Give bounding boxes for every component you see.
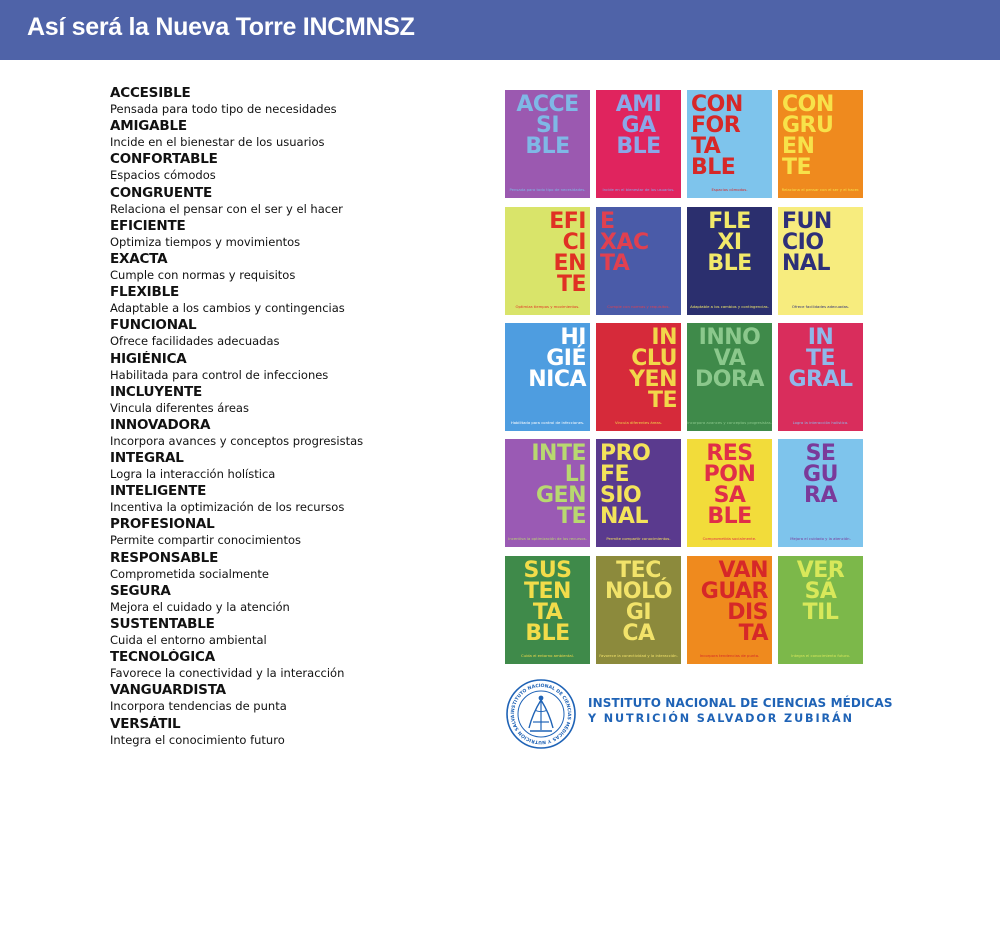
poster-tile bbox=[778, 323, 863, 431]
poster-word-line: VAN bbox=[718, 558, 768, 583]
poster-word-line: GA bbox=[621, 113, 656, 138]
list-item bbox=[110, 483, 470, 516]
list-item bbox=[110, 616, 470, 649]
poster-word-line: BLE bbox=[616, 134, 661, 159]
poster-word-line: GIÉ bbox=[546, 346, 586, 371]
poster-word-line: NOLÓ bbox=[604, 579, 673, 604]
value-description: Incide en el bienestar de los usuarios bbox=[110, 135, 325, 150]
poster-tile bbox=[596, 207, 681, 315]
poster-word-line: TEN bbox=[524, 579, 571, 604]
value-description: Cumple con normas y requisitos bbox=[110, 267, 296, 282]
poster-word bbox=[782, 560, 859, 623]
poster-word-line: TA bbox=[600, 251, 630, 276]
poster-word bbox=[509, 327, 586, 390]
poster-word-line: CIO bbox=[782, 230, 824, 255]
poster-word-line: EFI bbox=[549, 209, 586, 234]
poster-word-line: SI bbox=[535, 113, 560, 138]
poster-word-line: BLE bbox=[525, 621, 570, 646]
poster-word-line: TE bbox=[647, 388, 677, 413]
poster-word-line: TA bbox=[532, 600, 563, 625]
poster-tile bbox=[596, 439, 681, 547]
poster-word-line: EN bbox=[782, 134, 815, 159]
value-title: INTELIGENTE bbox=[110, 483, 207, 500]
poster-word-line: XAC bbox=[600, 230, 649, 255]
poster-word-line: CLU bbox=[631, 346, 677, 371]
poster-caption: Integra el conocimiento futuro. bbox=[791, 653, 850, 658]
poster-word-line: DORA bbox=[695, 367, 764, 392]
poster-caption: Adaptable a los cambios y contingencias. bbox=[690, 304, 769, 309]
poster-caption: Mejora el cuidado y la atención. bbox=[790, 536, 851, 541]
value-title: PROFESIONAL bbox=[110, 516, 215, 533]
value-description: Logra la interacción holística bbox=[110, 467, 276, 482]
poster-word bbox=[600, 211, 677, 274]
poster-tile bbox=[505, 556, 590, 664]
poster-word-line: ACCE bbox=[516, 92, 579, 117]
poster-word bbox=[509, 560, 586, 644]
institute-seal-icon bbox=[505, 678, 577, 750]
poster-word-line: AMI bbox=[615, 92, 662, 117]
poster-word-line: GU bbox=[803, 462, 838, 487]
poster-word-line: GRU bbox=[782, 113, 834, 138]
poster-tile bbox=[778, 556, 863, 664]
poster-word bbox=[509, 211, 586, 295]
poster-word-line: TE bbox=[805, 346, 836, 371]
poster-grid bbox=[505, 90, 863, 666]
value-title: EFICIENTE bbox=[110, 217, 186, 234]
poster-word-line: SE bbox=[805, 441, 836, 466]
value-description: Integra el conocimiento futuro bbox=[110, 732, 285, 747]
poster-word-line: PRO bbox=[600, 441, 651, 466]
poster-caption: Vincula diferentes áreas. bbox=[614, 420, 663, 425]
poster-word-line: VA bbox=[713, 346, 746, 371]
poster-word-line: CON bbox=[691, 92, 743, 117]
poster-word-line: TE bbox=[782, 155, 812, 180]
poster-word-line: GRAL bbox=[788, 367, 853, 392]
page-title: Así será la Nueva Torre INCMNSZ bbox=[27, 13, 415, 41]
poster-word-line: FOR bbox=[691, 113, 741, 138]
poster-word-line: BLE bbox=[707, 504, 752, 529]
poster-caption: Incorpora avances y conceptos progresistas. bbox=[687, 420, 772, 425]
poster-word-line: VER bbox=[796, 558, 845, 583]
value-title: INTEGRAL bbox=[110, 450, 184, 467]
poster-tile bbox=[505, 207, 590, 315]
value-title: RESPONSABLE bbox=[110, 549, 219, 566]
value-description: Espacios cómodos bbox=[110, 168, 216, 183]
poster-tile bbox=[687, 323, 772, 431]
poster-caption: Comprometida socialmente. bbox=[702, 536, 757, 541]
poster-word-line: BLE bbox=[691, 155, 736, 180]
poster-word-line: CA bbox=[622, 621, 655, 646]
poster-word bbox=[509, 443, 586, 527]
institute-logo bbox=[505, 678, 893, 754]
poster-tile bbox=[505, 323, 590, 431]
list-item bbox=[110, 583, 470, 616]
poster-caption: Cuida el entorno ambiental. bbox=[521, 653, 574, 658]
institute-name-line-2: Y NUTRICIÓN SALVADOR ZUBIRÁN bbox=[588, 712, 854, 725]
list-item bbox=[110, 450, 470, 483]
poster-tile bbox=[778, 439, 863, 547]
poster-word-line: TA bbox=[691, 134, 721, 159]
list-item bbox=[110, 284, 470, 317]
poster-word-line: RES bbox=[706, 441, 753, 466]
poster-caption: Ofrece facilidades adecuadas. bbox=[791, 304, 850, 309]
value-title: SEGURA bbox=[110, 582, 171, 599]
value-title: CONGRUENTE bbox=[110, 184, 213, 201]
institute-name-line-1: INSTITUTO NACIONAL DE CIENCIAS MÉDICAS bbox=[588, 696, 893, 710]
poster-caption: Permite compartir conocimientos. bbox=[606, 536, 671, 541]
poster-word-line: NAL bbox=[782, 251, 830, 276]
list-item bbox=[110, 417, 470, 450]
poster-word-line: SÁ bbox=[804, 579, 837, 604]
poster-caption: Pensada para todo tipo de necesidades. bbox=[509, 187, 586, 192]
poster-word-line: TE bbox=[556, 504, 586, 529]
poster-word-line: IN bbox=[651, 325, 677, 350]
list-item bbox=[110, 516, 470, 549]
poster-word bbox=[691, 560, 768, 644]
value-description: Ofrece facilidades adecuadas bbox=[110, 334, 280, 349]
poster-tile bbox=[778, 90, 863, 198]
poster-caption: Favorece la conectividad y la interacción. bbox=[599, 653, 678, 658]
poster-word-line: FLE bbox=[708, 209, 751, 234]
seal-text: INSTITUTO NACIONAL DE CIENCIAS MÉDICAS Y NUTRICIÓN SALVA bbox=[510, 683, 572, 745]
poster-word-line: GUAR bbox=[700, 579, 768, 604]
value-title: VANGUARDISTA bbox=[110, 682, 226, 699]
poster-word-line: SUS bbox=[523, 558, 572, 583]
poster-word bbox=[600, 327, 677, 411]
value-title: ACCESIBLE bbox=[110, 85, 191, 101]
list-item bbox=[110, 317, 470, 350]
poster-caption: Relaciona el pensar con el ser y el hacer. bbox=[781, 187, 860, 192]
poster-tile bbox=[687, 207, 772, 315]
poster-caption: Incorpora tendencias de punta. bbox=[699, 653, 760, 658]
poster-caption: Habilitada para control de infecciones. bbox=[510, 420, 585, 425]
list-item bbox=[110, 151, 470, 184]
poster-word bbox=[782, 443, 859, 506]
value-title: FUNCIONAL bbox=[110, 317, 197, 334]
value-title: INNOVADORA bbox=[110, 416, 211, 433]
values-list bbox=[110, 85, 470, 749]
poster-caption: Cumple con normas y requisitos. bbox=[607, 304, 670, 309]
poster-word bbox=[600, 94, 677, 157]
poster-caption: Espacios cómodos. bbox=[711, 187, 748, 192]
poster-word bbox=[600, 560, 677, 644]
page-header bbox=[0, 0, 1000, 60]
value-description: Optimiza tiempos y movimientos bbox=[110, 234, 301, 249]
value-description: Mejora el cuidado y la atención bbox=[110, 599, 290, 614]
value-title: CONFORTABLE bbox=[110, 151, 218, 168]
poster-tile bbox=[687, 556, 772, 664]
poster-word-line: CI bbox=[562, 230, 586, 255]
poster-word-line: XI bbox=[717, 230, 742, 255]
poster-word-line: SIO bbox=[600, 483, 642, 508]
value-title: SUSTENTABLE bbox=[110, 616, 215, 632]
poster-word bbox=[509, 94, 586, 157]
value-description: Relaciona el pensar con el ser y el hacer bbox=[110, 201, 343, 216]
poster-word bbox=[782, 327, 859, 390]
poster-word bbox=[691, 327, 768, 390]
list-item bbox=[110, 118, 470, 151]
list-item bbox=[110, 218, 470, 251]
value-description: Cuida el entorno ambiental bbox=[110, 633, 267, 647]
poster-word-line: BLE bbox=[525, 134, 570, 159]
poster-word-line: TIL bbox=[802, 600, 839, 625]
poster-tile bbox=[505, 439, 590, 547]
value-title: EXACTA bbox=[110, 250, 168, 267]
poster-tile bbox=[596, 90, 681, 198]
value-description: Adaptable a los cambios y contingencias bbox=[110, 301, 345, 316]
poster-tile bbox=[596, 323, 681, 431]
poster-word-line: INNO bbox=[698, 325, 761, 350]
poster-word-line: HI bbox=[560, 325, 586, 350]
poster-word-line: RA bbox=[804, 483, 837, 508]
poster-caption: Incide en el bienestar de los usuarios. bbox=[602, 187, 675, 192]
poster-word-line: LI bbox=[564, 462, 586, 487]
poster-caption: Incentiva la optimización de los recursos. bbox=[508, 536, 587, 541]
list-item bbox=[110, 550, 470, 583]
poster-word bbox=[691, 443, 768, 527]
poster-word-line: BLE bbox=[707, 251, 752, 276]
list-item bbox=[110, 251, 470, 284]
list-item bbox=[110, 682, 470, 715]
value-title: TECNOLÓGICA bbox=[110, 649, 215, 666]
value-description: Favorece la conectividad y la interacción bbox=[110, 666, 345, 681]
poster-caption: Optimiza tiempos y movimientos. bbox=[515, 304, 580, 309]
list-item bbox=[110, 351, 470, 384]
poster-word bbox=[691, 94, 768, 178]
value-description: Incentiva la optimización de los recursos bbox=[110, 500, 345, 515]
poster-word-line: FUN bbox=[782, 209, 832, 234]
poster-tile bbox=[778, 207, 863, 315]
value-description: Incorpora tendencias de punta bbox=[110, 699, 287, 714]
value-title: FLEXIBLE bbox=[110, 284, 179, 301]
list-item bbox=[110, 185, 470, 218]
poster-word-line: TEC bbox=[616, 558, 661, 583]
list-item bbox=[110, 85, 470, 118]
poster-word-line: FE bbox=[600, 462, 630, 487]
poster-word-line: DIS bbox=[727, 600, 768, 625]
poster-word bbox=[691, 211, 768, 274]
poster-word bbox=[782, 211, 859, 274]
value-title: INCLUYENTE bbox=[110, 383, 203, 400]
poster-word-line: GI bbox=[625, 600, 652, 625]
poster-word-line: CON bbox=[782, 92, 834, 117]
institute-name bbox=[588, 695, 893, 727]
poster-word-line: GEN bbox=[536, 483, 586, 508]
value-description: Habilitada para control de infecciones bbox=[110, 367, 329, 382]
poster-tile bbox=[505, 90, 590, 198]
poster-word-line: NICA bbox=[528, 367, 586, 392]
value-description: Comprometida socialmente bbox=[110, 566, 270, 581]
value-description: Incorpora avances y conceptos progresistas bbox=[110, 433, 364, 448]
value-title: AMIGABLE bbox=[110, 118, 187, 135]
value-title: HIGIÉNICA bbox=[110, 350, 187, 367]
poster-word-line: SA bbox=[713, 483, 746, 508]
poster-caption: Logra la interacción holística. bbox=[792, 420, 849, 425]
value-description: Permite compartir conocimientos bbox=[110, 533, 301, 548]
value-title: VERSÁTIL bbox=[110, 715, 181, 732]
list-item bbox=[110, 384, 470, 417]
list-item bbox=[110, 649, 470, 682]
poster-word bbox=[600, 443, 677, 527]
poster-word-line: PON bbox=[703, 462, 756, 487]
poster-tile bbox=[687, 439, 772, 547]
poster-word-line: TE bbox=[556, 272, 586, 297]
poster-tile bbox=[687, 90, 772, 198]
list-item bbox=[110, 716, 470, 749]
poster-word-line: INTE bbox=[531, 441, 586, 466]
poster-word-line: YEN bbox=[629, 367, 677, 392]
poster-tile bbox=[596, 556, 681, 664]
poster-word-line: IN bbox=[807, 325, 834, 350]
poster-word-line: TA bbox=[738, 621, 768, 646]
poster-word bbox=[782, 94, 859, 178]
value-description: Pensada para todo tipo de necesidades bbox=[110, 102, 337, 116]
poster-word-line: EN bbox=[553, 251, 586, 276]
poster-word-line: NAL bbox=[600, 504, 648, 529]
value-description: Vincula diferentes áreas bbox=[110, 400, 249, 415]
poster-word-line: E bbox=[600, 209, 615, 234]
